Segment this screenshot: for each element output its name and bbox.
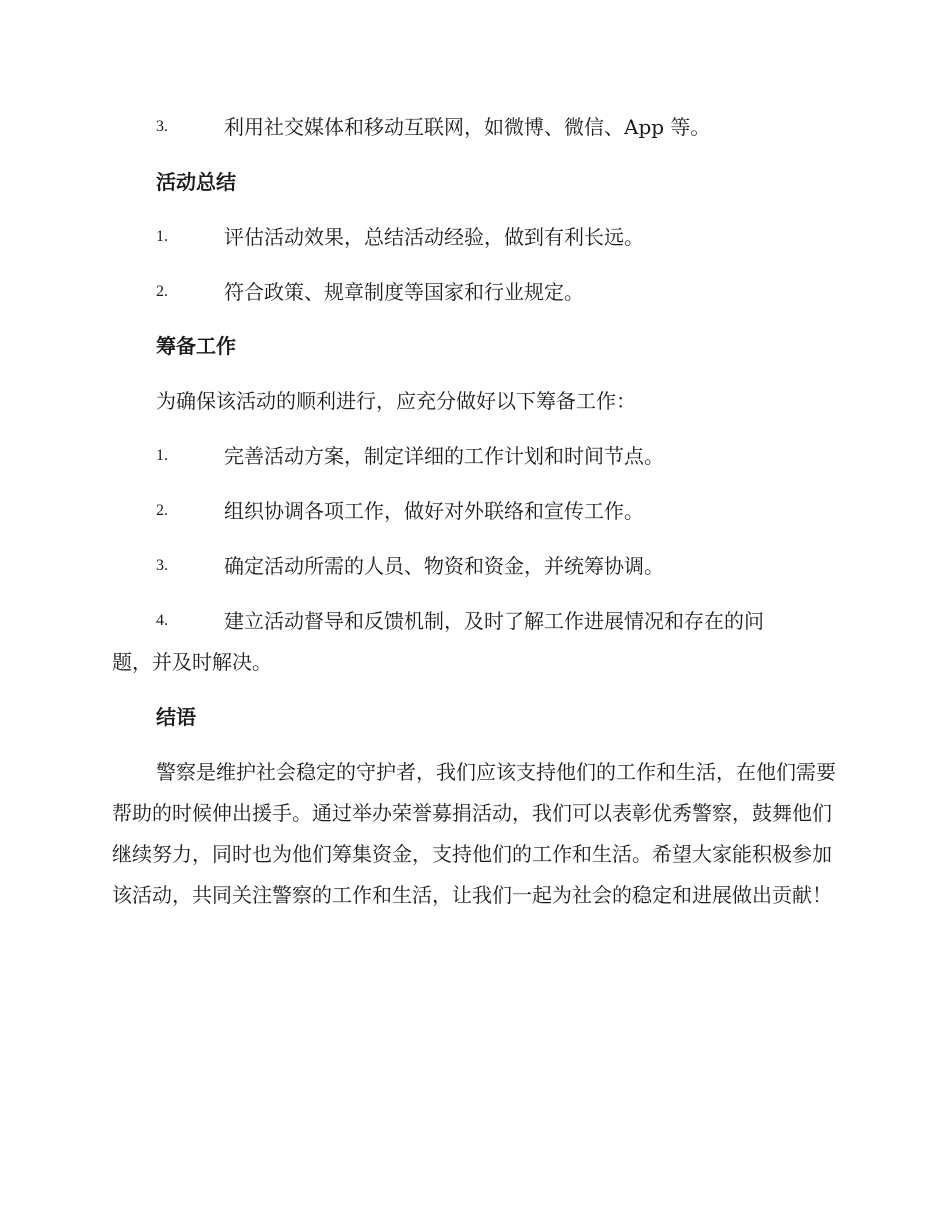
list-number: 2. (156, 502, 168, 519)
list-item-text: 利用社交媒体和移动互联网，如微博、微信、App 等。 (224, 115, 711, 139)
list-item-continuation: 题，并及时解决。 (112, 650, 272, 674)
list-item-text: 组织协调各项工作，做好对外联络和宣传工作。 (224, 499, 644, 523)
list-item-text: 评估活动效果，总结活动经验，做到有利长远。 (224, 225, 644, 249)
list-number: 4. (156, 612, 168, 629)
list-number: 1. (156, 228, 168, 245)
section-heading-conclusion: 结语 (156, 705, 196, 729)
list-item-text: 建立活动督导和反馈机制，及时了解工作进展情况和存在的问 (224, 609, 764, 633)
section-heading-preparation: 筹备工作 (156, 334, 236, 358)
intro-text: 为确保该活动的顺利进行，应充分做好以下筹备工作： (156, 389, 636, 413)
list-item-text: 完善活动方案，制定详细的工作计划和时间节点。 (224, 444, 664, 468)
section-heading-summary: 活动总结 (156, 170, 236, 194)
conclusion-paragraph: 警察是维护社会稳定的守护者，我们应该支持他们的工作和生活，在他们需要帮助的时候伸出援手。通过举办荣誉募捐活动，我们可以表彰优秀警察，鼓舞他们继续努力，同时也为他们筹集资金，支持他们的工作和生活。希望大家能积极参加该活动，共同关注警察的工作和生活，让我们一起为社会的稳定和进展做出贡献！ (112, 760, 836, 907)
list-item-text: 符合政策、规章制度等国家和行业规定。 (224, 280, 584, 304)
list-number: 3. (156, 557, 168, 574)
list-item-text: 确定活动所需的人员、物资和资金，并统筹协调。 (224, 554, 664, 578)
list-number: 3. (156, 118, 168, 135)
list-number: 1. (156, 447, 168, 464)
list-number: 2. (156, 283, 168, 300)
